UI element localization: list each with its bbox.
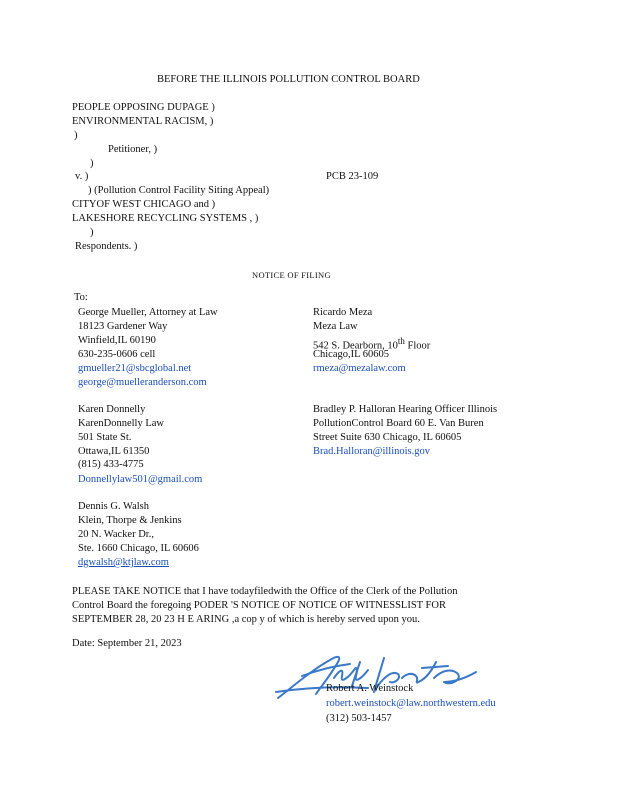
address-text: Floor xyxy=(404,340,431,352)
date-line: Date: September 21, 2023 xyxy=(72,638,182,649)
recipient-line: Meza Law xyxy=(313,321,358,332)
notice-title: NOTICE OF FILING xyxy=(252,270,331,280)
recipient-line: Dennis G. Walsh xyxy=(78,501,149,512)
recipient-line: 630-235-0606 cell xyxy=(78,349,156,360)
page-title: BEFORE THE ILLINOIS POLLUTION CONTROL BOARD xyxy=(157,74,420,85)
case-number: PCB 23-109 xyxy=(326,171,379,182)
caption-line: ) xyxy=(74,130,78,141)
caption-line: LAKESHORE RECYCLING SYSTEMS , ) xyxy=(72,213,259,224)
caption-line: PEOPLE OPPOSING DUPAGE ) xyxy=(72,102,215,113)
recipient-line: Ottawa,IL 61350 xyxy=(78,446,150,457)
address-superscript: th xyxy=(397,336,405,346)
recipient-line: Ricardo Meza xyxy=(313,307,373,318)
body-line: PLEASE TAKE NOTICE that I have todayfiledwith the Office of the Clerk of the Pollution xyxy=(72,586,458,597)
email-link[interactable]: dgwalsh@ktjlaw.com xyxy=(78,557,169,568)
recipient-line: 20 N. Wacker Dr., xyxy=(78,529,154,540)
recipient-line: George Mueller, Attorney at Law xyxy=(78,307,218,318)
email-link[interactable]: rmeza@mezalaw.com xyxy=(313,363,406,374)
recipient-line: 18123 Gardener Way xyxy=(78,321,168,332)
recipient-line: Ste. 1660 Chicago, IL 60606 xyxy=(78,543,199,554)
caption-line: CITYOF WEST CHICAGO and ) xyxy=(72,199,216,210)
signer-name: Robert A. Weinstock xyxy=(326,683,414,694)
caption-line: ) xyxy=(90,227,94,238)
caption-line: ENVIRONMENTAL RACISM, ) xyxy=(72,116,214,127)
body-line: SEPTEMBER 28, 20 23 H E ARING ,a cop y of which is hereby served upon you. xyxy=(72,614,420,625)
email-link[interactable]: robert.weinstock@law.northwestern.edu xyxy=(326,698,496,709)
recipient-line: Bradley P. Halloran Hearing Officer Illinois xyxy=(313,404,498,415)
address-text: 542 S. Dearborn, 10 xyxy=(313,340,398,352)
email-link[interactable]: gmueller21@sbcglobal.net xyxy=(78,363,192,374)
recipient-line: KarenDonnelly Law xyxy=(78,418,165,429)
email-link[interactable]: Brad.Halloran@illinois.gov xyxy=(313,446,430,457)
recipient-line: Chicago,IL 60605 xyxy=(313,349,390,360)
recipient-line: Karen Donnelly xyxy=(78,404,146,415)
caption-line: v. ) xyxy=(75,171,89,182)
to-label: To: xyxy=(74,292,88,303)
caption-line: Petitioner, ) xyxy=(108,144,158,155)
caption-line: ) (Pollution Control Facility Siting Appeal) xyxy=(88,185,270,196)
recipient-line: Winfield,IL 60190 xyxy=(78,335,156,346)
caption-line: Respondents. ) xyxy=(75,241,138,252)
body-line: Control Board the foregoing PODER 'S NOTICE OF NOTICE OF WITNESSLIST FOR xyxy=(72,600,446,611)
recipient-line: Klein, Thorpe & Jenkins xyxy=(78,515,182,526)
email-link[interactable]: george@muelleranderson.com xyxy=(78,377,207,388)
signer-phone: (312) 503-1457 xyxy=(326,713,392,724)
caption-line: ) xyxy=(90,158,94,169)
recipient-line: PollutionControl Board 60 E. Van Buren xyxy=(313,418,484,429)
recipient-line: 501 State St. xyxy=(78,432,132,443)
recipient-line: Street Suite 630 Chicago, IL 60605 xyxy=(313,432,462,443)
recipient-line: (815) 433-4775 xyxy=(78,459,144,470)
email-link[interactable]: Donnellylaw501@gmail.com xyxy=(78,474,203,485)
